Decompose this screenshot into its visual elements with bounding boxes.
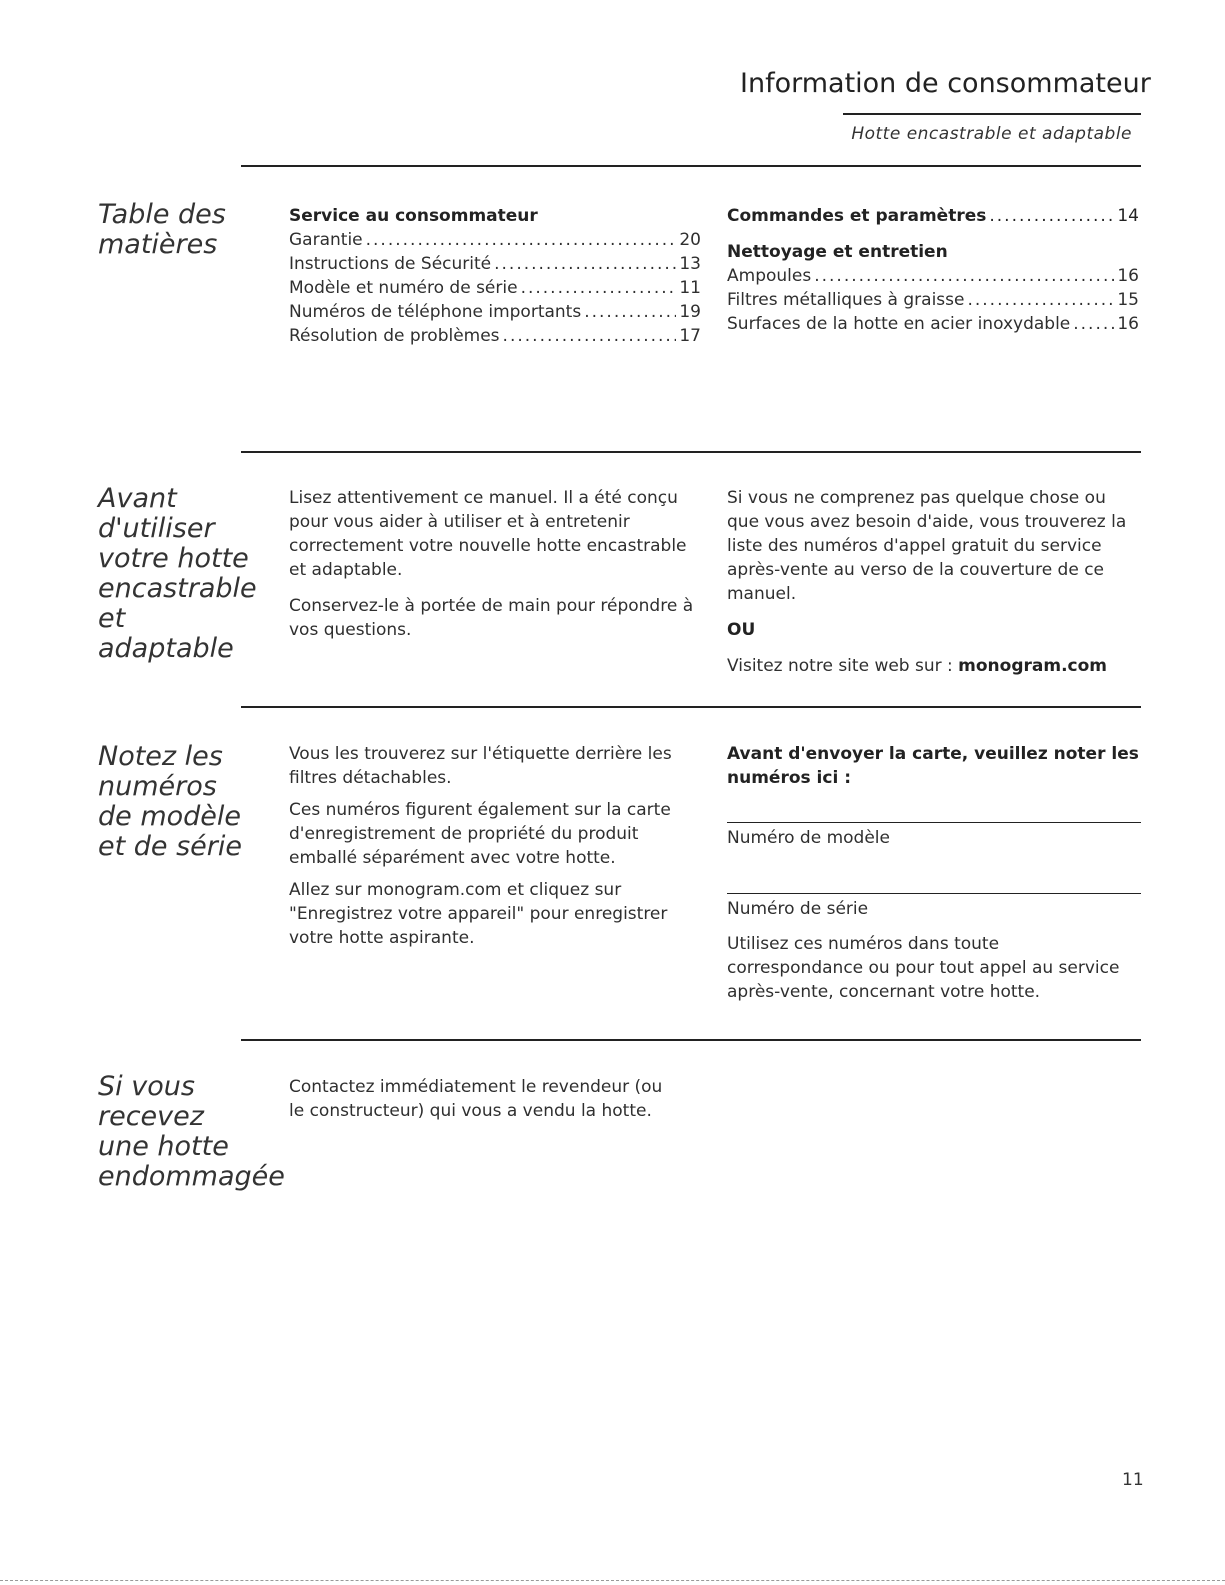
paragraph: Conservez-le à portée de main pour répondre à vos questions. bbox=[289, 596, 694, 640]
before-use-col-1 bbox=[289, 486, 701, 642]
page-header-subtitle: Hotte encastrable et adaptable bbox=[851, 124, 1132, 144]
section-divider bbox=[241, 451, 1141, 453]
page-header-title: Information de consommateur bbox=[740, 68, 1151, 99]
numbers-col-2 bbox=[727, 742, 1139, 790]
paragraph: Utilisez ces numéros dans toute correspondance ou pour tout appel au service après-vente, concernant votre hotte. bbox=[727, 934, 1120, 1002]
serial-number-label: Numéro de série bbox=[727, 899, 869, 919]
toc-entry[interactable]: Instructions de Sécurité ..... 13 bbox=[289, 252, 701, 276]
page-edge bbox=[0, 1580, 1225, 1582]
toc-column-2 bbox=[727, 204, 1139, 336]
toc-entry[interactable]: Filtres métalliques à graisse ..... 15 bbox=[727, 288, 1139, 312]
or-label: OU bbox=[727, 620, 756, 640]
model-number-line[interactable] bbox=[727, 822, 1141, 823]
numbers-col-1 bbox=[289, 742, 701, 950]
toc-entry[interactable]: Surfaces de la hotte en acier inoxydable ..... 16 bbox=[727, 312, 1139, 336]
paragraph: Ces numéros figurent également sur la carte d'enregistrement de propriété du produit emballé séparément avec votre hotte. bbox=[289, 800, 671, 868]
section-divider bbox=[241, 706, 1141, 708]
section-title-toc: Table des matières bbox=[98, 199, 226, 260]
website-link[interactable]: monogram.com bbox=[958, 656, 1107, 676]
toc-heading-cleaning: Nettoyage et entretien bbox=[727, 242, 948, 262]
paragraph: Lisez attentivement ce manuel. Il a été conçu pour vous aider à utiliser et à entretenir correctement votre nouvelle hotte encastrable et adaptable. bbox=[289, 488, 687, 580]
toc-entry[interactable]: Résolution de problèmes ..... 17 bbox=[289, 324, 701, 348]
section-title-damaged: Si vous recevez une hotte endommagée bbox=[98, 1071, 285, 1192]
toc-entry[interactable]: Ampoules ..... 16 bbox=[727, 264, 1139, 288]
before-use-col-2 bbox=[727, 486, 1139, 678]
section-title-before-use: Avant d'utiliser votre hotte encastrable et adaptable bbox=[98, 483, 257, 664]
paragraph: Contactez immédiatement le revendeur (ou le constructeur) qui vous a vendu la hotte. bbox=[289, 1077, 663, 1121]
section-title-numbers: Notez les numéros de modèle et de série bbox=[98, 741, 243, 862]
toc-entry[interactable]: Garantie ..... 20 bbox=[289, 228, 701, 252]
toc-entry[interactable]: Numéros de téléphone importants ..... 19 bbox=[289, 300, 701, 324]
paragraph: Allez sur monogram.com et cliquez sur "Enregistrez votre appareil" pour enregistrer votre hotte aspirante. bbox=[289, 880, 668, 948]
model-number-label: Numéro de modèle bbox=[727, 828, 890, 848]
section-divider bbox=[241, 1039, 1141, 1041]
visit-line: Visitez notre site web sur : monogram.com bbox=[727, 656, 1107, 676]
paragraph: Si vous ne comprenez pas quelque chose ou que vous avez besoin d'aide, vous trouverez la liste des numéros d'appel gratuit du service après-vente au verso de la couverture de ce manuel. bbox=[727, 488, 1127, 604]
header-divider bbox=[843, 113, 1141, 115]
section-divider bbox=[241, 165, 1141, 167]
toc-heading-service: Service au consommateur bbox=[289, 206, 538, 226]
page-number: 11 bbox=[1122, 1470, 1144, 1490]
serial-number-line[interactable] bbox=[727, 893, 1141, 894]
toc-entry[interactable]: Modèle et numéro de série ..... 11 bbox=[289, 276, 701, 300]
toc-entry-controls[interactable]: Commandes et paramètres ..... 14 bbox=[727, 204, 1139, 228]
record-heading: Avant d'envoyer la carte, veuillez noter les numéros ici : bbox=[727, 744, 1139, 788]
damaged-col-1 bbox=[289, 1075, 679, 1123]
toc-column-1 bbox=[289, 204, 701, 348]
paragraph: Vous les trouverez sur l'étiquette derrière les filtres détachables. bbox=[289, 744, 672, 788]
